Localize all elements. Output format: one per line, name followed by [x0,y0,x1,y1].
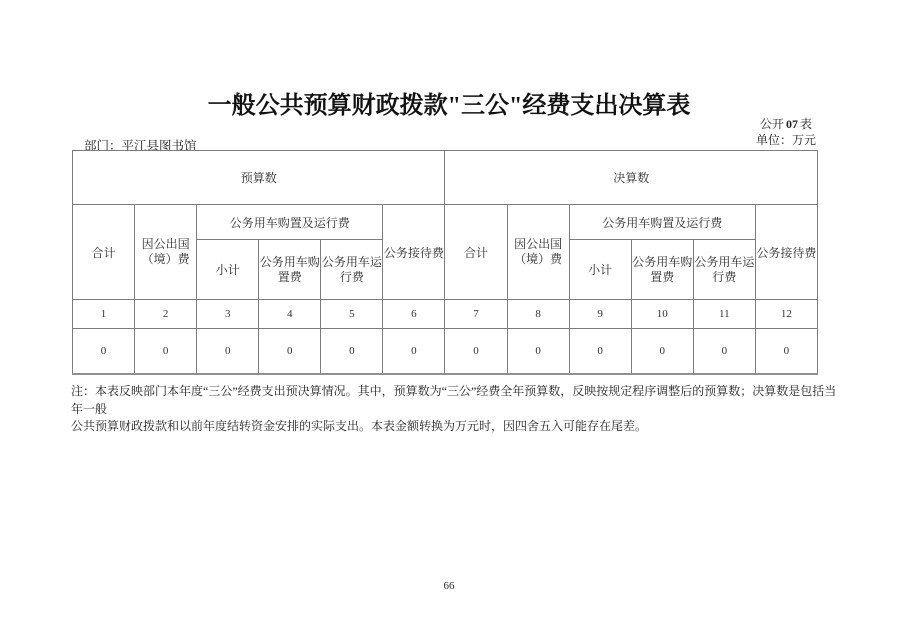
value-cell: 0 [197,329,259,374]
section-header-budget: 预算数 [73,151,445,205]
header-purchase-line1: 公务用车购 [259,254,320,269]
header-purchase-line1: 公务用车购 [632,254,693,269]
value-cell: 0 [507,329,569,374]
value-cell: 0 [755,329,817,374]
header-operation-line2: 行费 [712,269,737,284]
doc-meta [756,116,816,148]
header-operation-final [693,240,755,300]
header-abroad-final [507,205,569,300]
value-row [73,329,818,374]
header-total-budget: 合计 [73,205,135,300]
column-number-cell: 1 [73,300,135,329]
header-purchase-line2: 置费 [650,269,675,284]
column-number-cell: 12 [755,300,817,329]
column-number-cell: 9 [569,300,631,329]
value-cell: 0 [135,329,197,374]
header-reception-budget: 公务接待费 [383,205,445,300]
value-cell: 0 [569,329,631,374]
table-note [71,383,846,436]
header-vehicle-group-final: 公务用车购置及运行费 [569,205,755,240]
doc-label-number: 07 [785,117,798,131]
header-operation-budget [321,240,383,300]
page-title: 一般公共预算财政拨款"三公"经费支出决算表 [207,93,691,119]
header-abroad-line2: （境）费 [514,252,563,266]
value-cell: 0 [383,329,445,374]
header-abroad-line2: （境）费 [141,252,190,266]
doc-number-label [756,116,816,132]
value-cell: 0 [445,329,507,374]
header-vehicle-group-budget: 公务用车购置及运行费 [197,205,383,240]
page-number: 66 [443,580,455,592]
column-number-cell: 2 [135,300,197,329]
section-header-row [73,151,818,205]
section-header-final: 决算数 [445,151,818,205]
column-number-cell: 4 [259,300,321,329]
header-operation-line1: 公务用车运 [321,254,382,269]
header-subtotal-budget: 小计 [197,240,259,300]
column-number-cell: 7 [445,300,507,329]
header-abroad-line1: 因公出国 [141,237,190,251]
column-number-row [73,300,818,329]
sangong-expense-table [72,150,818,375]
note-line-2: 公共预算财政拨款和以前年度结转资金安排的实际支出。本表金额转换为万元时，因四舍五入可能存在尾差。 [71,419,648,433]
header-purchase-budget [259,240,321,300]
note-line-1: 注：本表反映部门本年度“三公”经费支出预决算情况。其中，预算数为“三公”经费全年预算数，反映按规定程序调整后的预算数；决算数是包括当年一般 [71,384,837,416]
department-label: 部门：平江县图书馆 [84,139,197,153]
header-abroad-budget [135,205,197,300]
column-number-cell: 10 [631,300,693,329]
column-number-cell: 5 [321,300,383,329]
header-subtotal-final: 小计 [569,240,631,300]
value-cell: 0 [321,329,383,374]
column-number-cell: 6 [383,300,445,329]
value-cell: 0 [259,329,321,374]
header-abroad-line1: 因公出国 [514,237,563,251]
column-number-cell: 3 [197,300,259,329]
header-operation-line1: 公务用车运 [694,254,755,269]
header-operation-line2: 行费 [339,269,364,284]
group-header-row [73,205,818,240]
header-total-final: 合计 [445,205,507,300]
column-number-cell: 11 [693,300,755,329]
header-purchase-line2: 置费 [277,269,302,284]
value-cell: 0 [631,329,693,374]
doc-label-suffix: 表 [799,117,812,131]
header-reception-final: 公务接待费 [755,205,817,300]
column-number-cell: 8 [507,300,569,329]
doc-label-prefix: 公开 [759,117,784,131]
unit-label: 单位：万元 [755,133,816,147]
header-purchase-final [631,240,693,300]
value-cell: 0 [73,329,135,374]
value-cell: 0 [693,329,755,374]
